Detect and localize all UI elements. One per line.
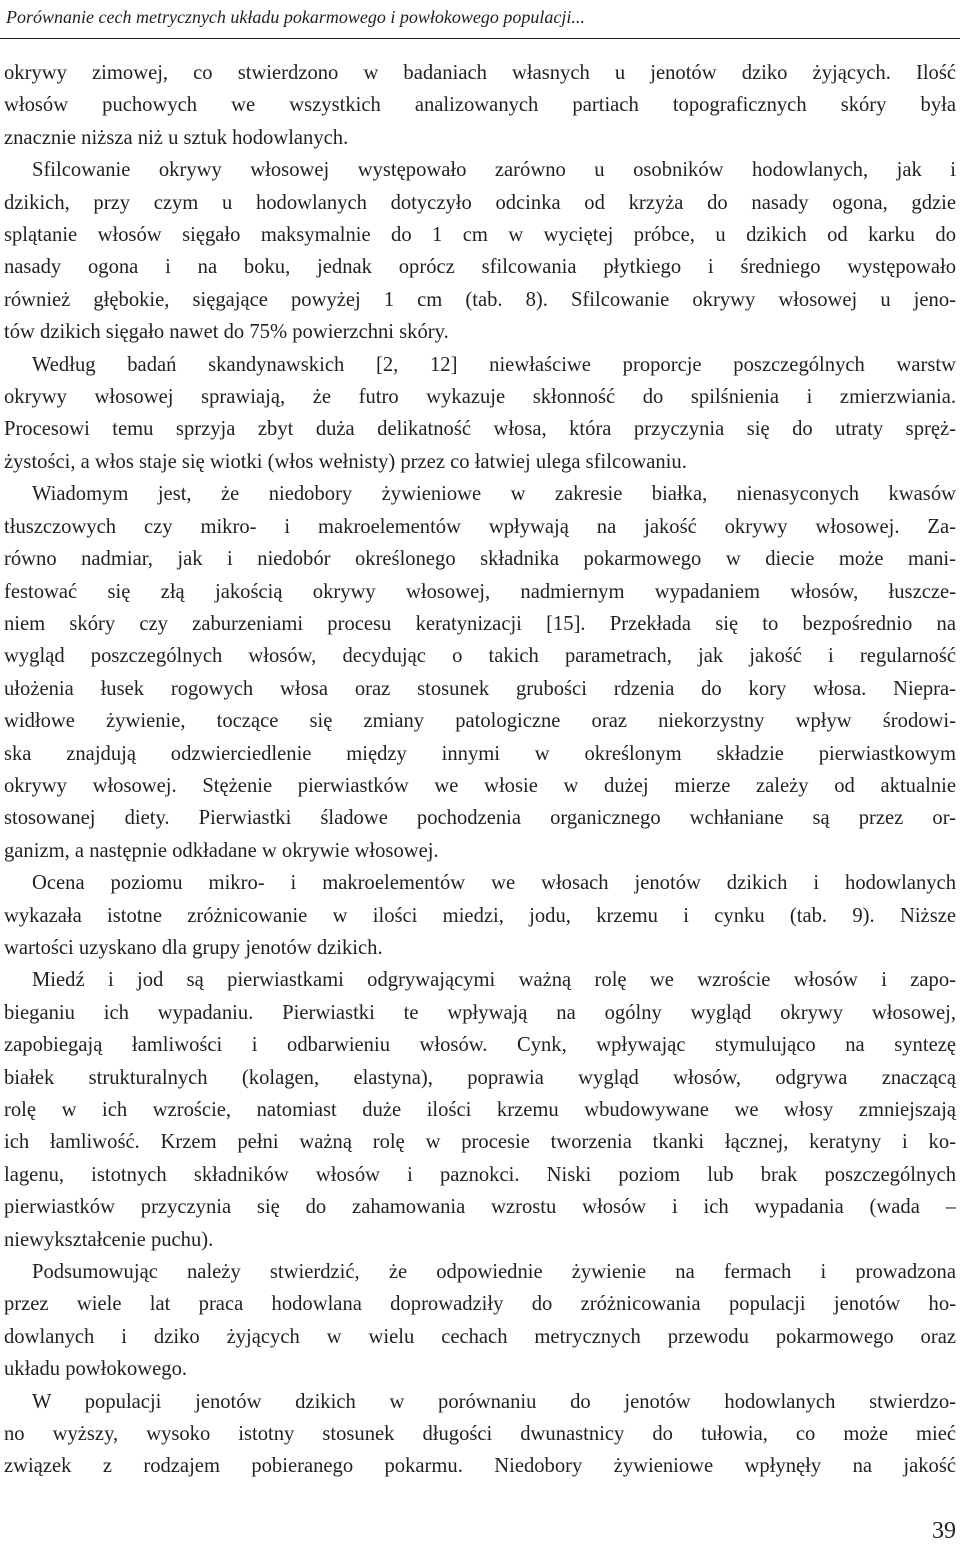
text-line: Miedź i jod są pierwiastkami odgrywającymi ważną rolę we wzroście włosów i zapo-	[32, 969, 956, 992]
paragraph	[4, 867, 956, 964]
header-rule	[0, 38, 960, 39]
article-body	[4, 57, 956, 1483]
paragraph	[4, 1386, 956, 1483]
text-line: żystości, a włos staje się wiotki (włos wełnisty) przez co łatwiej ulega sfilcowaniu.	[4, 450, 687, 473]
text-line: Sfilcowanie okrywy włosowej występowało zarówno u osobników hodowlanych, jak i	[32, 159, 956, 182]
text-line: związek z rodzajem pobieranego pokarmu. Niedobory żywieniowe wpłynęły na jakość	[4, 1455, 956, 1478]
text-line: no wyższy, wysoko istotny stosunek długości dwunastnicy do tułowia, co może mieć	[4, 1423, 956, 1446]
paragraph	[4, 349, 956, 479]
text-line: W populacji jenotów dzikich w porównaniu do jenotów hodowlanych stwierdzo-	[32, 1390, 956, 1413]
text-line: nasady ogona i na boku, jednak oprócz sfilcowania płytkiego i średniego występowało	[4, 256, 956, 279]
page-number: 39	[932, 1518, 956, 1544]
text-line: splątanie włosów sięgało maksymalnie do 1 cm w wyciętej próbce, u dzikich od karku do	[4, 224, 956, 247]
text-line: ich łamliwość. Krzem pełni ważną rolę w procesie tworzenia tkanki łącznej, keratyny i ko-	[4, 1131, 956, 1154]
text-line: dzikich, przy czym u hodowlanych dotyczyło odcinka od krzyża do nasady ogona, gdzie	[4, 191, 956, 214]
text-line: wartości uzyskano dla grupy jenotów dzikich.	[4, 936, 383, 959]
text-line: Według badań skandynawskich [2, 12] niewłaściwe proporcje poszczególnych warstw	[32, 353, 956, 376]
text-line: ganizm, a następnie odkładane w okrywie włosowej.	[4, 839, 439, 862]
text-line: Procesowi temu sprzyja zbyt duża delikatność włosa, która przyczynia się do utraty spręż-	[4, 418, 956, 441]
text-line: zapobiegają łamliwości i odbarwieniu włosów. Cynk, wpływając stymulująco na syntezę	[4, 1034, 956, 1057]
text-line: układu powłokowego.	[4, 1358, 188, 1381]
paragraph	[4, 1256, 956, 1386]
text-line: wygląd poszczególnych włosów, decydując o takich parametrach, jak jakość i regularność	[4, 645, 956, 668]
paragraph	[4, 154, 956, 348]
text-line: wykazała istotne zróżnicowanie w ilości miedzi, jodu, krzemu i cynku (tab. 9). Niższe	[4, 904, 956, 927]
text-line: przez wiele lat praca hodowlana doprowadziły do zróżnicowania populacji jenotów ho-	[4, 1293, 956, 1316]
text-line: stosowanej diety. Pierwiastki śladowe pochodzenia organicznego wchłaniane są przez or-	[4, 807, 956, 830]
text-line: białek strukturalnych (kolagen, elastyna), poprawia wygląd włosów, odgrywa znaczącą	[4, 1066, 956, 1089]
text-line: okrywy włosowej sprawiają, że futro wykazuje skłonność do spilśnienia i zmierzwiania.	[4, 386, 956, 409]
text-line: ułożenia łusek rogowych włosa oraz stosunek grubości rdzenia do kory włosa. Niepra-	[4, 677, 956, 700]
text-line: widłowe żywienie, toczące się zmiany patologiczne oraz niekorzystny wpływ środowi-	[4, 710, 956, 733]
paragraph	[4, 478, 956, 867]
text-line: również głębokie, sięgające powyżej 1 cm (tab. 8). Sfilcowanie okrywy włosowej u jeno-	[4, 288, 956, 311]
text-line: tów dzikich sięgało nawet do 75% powierzchni skóry.	[4, 321, 449, 344]
text-line: ska znajdują odzwierciedlenie między innymi w określonym składzie pierwiastkowym	[4, 742, 956, 765]
text-line: tłuszczowych czy mikro- i makroelementów wpływają na jakość okrywy włosowej. Za-	[4, 515, 956, 538]
text-line: Wiadomym jest, że niedobory żywieniowe w zakresie białka, nienasyconych kwasów	[32, 483, 956, 506]
text-line: Podsumowując należy stwierdzić, że odpowiednie żywienie na fermach i prowadzona	[32, 1261, 956, 1284]
text-line: rolę w ich wzroście, natomiast duże ilości krzemu wbudowywane we włosy zmniejszają	[4, 1099, 956, 1121]
text-line: Ocena poziomu mikro- i makroelementów we włosach jenotów dzikich i hodowlanych	[32, 872, 956, 895]
text-line: niem skóry czy zaburzeniami procesu keratynizacji [15]. Przekłada się to bezpośrednio na	[4, 612, 956, 635]
text-line: znacznie niższa niż u sztuk hodowlanych.	[4, 126, 349, 149]
paragraph	[4, 57, 956, 154]
text-line: niewykształcenie puchu).	[4, 1228, 214, 1251]
paragraph	[4, 964, 956, 1256]
text-line: bieganiu ich wypadaniu. Pierwiastki te wpływają na ogólny wygląd okrywy włosowej,	[4, 1001, 956, 1024]
running-header: Porównanie cech metrycznych układu pokarmowego i powłokowego populacji...	[6, 7, 585, 27]
text-line: okrywy zimowej, co stwierdzono w badaniach własnych u jenotów dziko żyjących. Ilość	[4, 62, 956, 84]
text-line: festować się złą jakością okrywy włosowej, nadmiernym wypadaniem włosów, łuszcze-	[4, 580, 956, 603]
text-line: włosów puchowych we wszystkich analizowanych partiach topograficznych skóry była	[4, 94, 956, 117]
text-line: pierwiastków przyczynia się do zahamowania wzrostu włosów i ich wypadania (wada –	[4, 1196, 956, 1219]
text-line: okrywy włosowej. Stężenie pierwiastków we włosie w dużej mierze zależy od aktualnie	[4, 774, 956, 797]
text-line: lagenu, istotnych składników włosów i paznokci. Niski poziom lub brak poszczególnych	[4, 1163, 956, 1186]
text-line: równo nadmiar, jak i niedobór określonego składnika pokarmowego w diecie może mani-	[4, 548, 956, 571]
text-line: dowlanych i dziko żyjących w wielu cechach metrycznych przewodu pokarmowego oraz	[4, 1325, 956, 1348]
